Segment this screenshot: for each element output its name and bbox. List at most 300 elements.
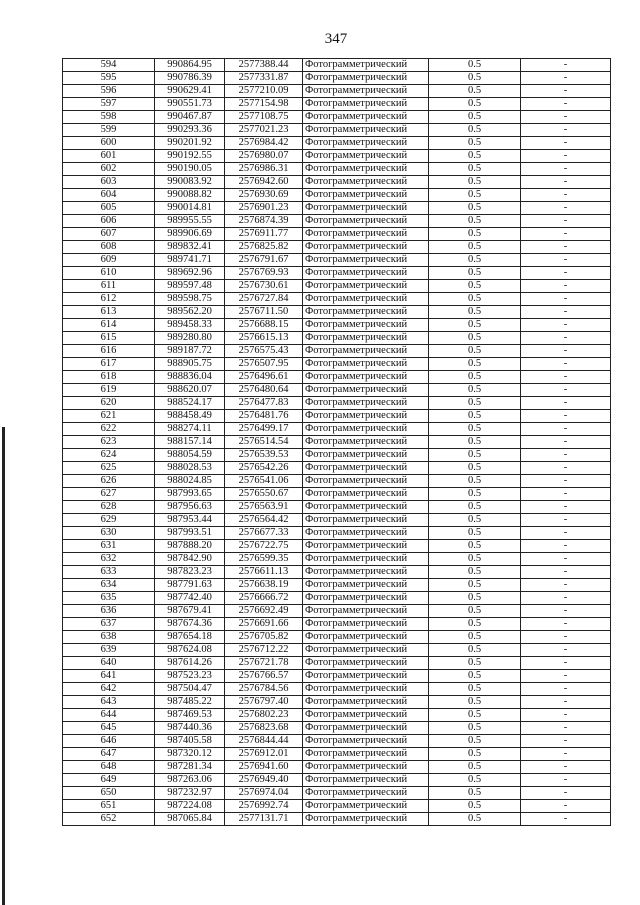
margin-scan-mark	[2, 427, 5, 905]
x-coordinate-cell: 987888.20	[155, 540, 225, 553]
x-coordinate-cell: 987842.90	[155, 553, 225, 566]
y-coordinate-cell: 2576564.42	[225, 514, 303, 527]
x-coordinate-cell: 987065.84	[155, 813, 225, 826]
method-cell: Фотограмметрический	[303, 358, 429, 371]
x-coordinate-cell: 989280.80	[155, 332, 225, 345]
note-cell: -	[521, 579, 611, 592]
accuracy-cell: 0.5	[429, 228, 521, 241]
y-coordinate-cell: 2576496.61	[225, 371, 303, 384]
table-row	[63, 540, 611, 553]
note-cell: -	[521, 423, 611, 436]
y-coordinate-cell: 2576974.04	[225, 787, 303, 800]
y-coordinate-cell: 2576802.23	[225, 709, 303, 722]
page-number: 347	[324, 31, 348, 47]
table-row	[63, 787, 611, 800]
table-row	[63, 462, 611, 475]
y-coordinate-cell: 2576539.53	[225, 449, 303, 462]
point-number-cell: 617	[63, 358, 155, 371]
point-number-cell: 629	[63, 514, 155, 527]
note-cell: -	[521, 540, 611, 553]
accuracy-cell: 0.5	[429, 410, 521, 423]
point-number-cell: 645	[63, 722, 155, 735]
table-row	[63, 59, 611, 72]
table-row	[63, 514, 611, 527]
method-cell: Фотограмметрический	[303, 72, 429, 85]
point-number-cell: 643	[63, 696, 155, 709]
table-row	[63, 657, 611, 670]
note-cell: -	[521, 787, 611, 800]
y-coordinate-cell: 2576721.78	[225, 657, 303, 670]
accuracy-cell: 0.5	[429, 579, 521, 592]
x-coordinate-cell: 987742.40	[155, 592, 225, 605]
y-coordinate-cell: 2576942.60	[225, 176, 303, 189]
accuracy-cell: 0.5	[429, 293, 521, 306]
note-cell: -	[521, 267, 611, 280]
method-cell: Фотограмметрический	[303, 202, 429, 215]
accuracy-cell: 0.5	[429, 696, 521, 709]
y-coordinate-cell: 2576797.40	[225, 696, 303, 709]
y-coordinate-cell: 2576823.68	[225, 722, 303, 735]
y-coordinate-cell: 2576727.84	[225, 293, 303, 306]
accuracy-cell: 0.5	[429, 189, 521, 202]
method-cell: Фотограмметрический	[303, 709, 429, 722]
x-coordinate-cell: 988836.04	[155, 371, 225, 384]
point-number-cell: 633	[63, 566, 155, 579]
x-coordinate-cell: 987523.23	[155, 670, 225, 683]
x-coordinate-cell: 990864.95	[155, 59, 225, 72]
note-cell: -	[521, 202, 611, 215]
table-row	[63, 267, 611, 280]
x-coordinate-cell: 990088.82	[155, 189, 225, 202]
table-row	[63, 163, 611, 176]
x-coordinate-cell: 987679.41	[155, 605, 225, 618]
y-coordinate-cell: 2576575.43	[225, 345, 303, 358]
note-cell: -	[521, 163, 611, 176]
table-row	[63, 397, 611, 410]
note-cell: -	[521, 150, 611, 163]
method-cell: Фотограмметрический	[303, 787, 429, 800]
method-cell: Фотограмметрический	[303, 293, 429, 306]
accuracy-cell: 0.5	[429, 748, 521, 761]
point-number-cell: 626	[63, 475, 155, 488]
x-coordinate-cell: 989187.72	[155, 345, 225, 358]
accuracy-cell: 0.5	[429, 254, 521, 267]
accuracy-cell: 0.5	[429, 527, 521, 540]
y-coordinate-cell: 2576550.67	[225, 488, 303, 501]
y-coordinate-cell: 2576480.64	[225, 384, 303, 397]
y-coordinate-cell: 2577388.44	[225, 59, 303, 72]
point-number-cell: 595	[63, 72, 155, 85]
accuracy-cell: 0.5	[429, 202, 521, 215]
x-coordinate-cell: 987823.23	[155, 566, 225, 579]
accuracy-cell: 0.5	[429, 98, 521, 111]
note-cell: -	[521, 644, 611, 657]
accuracy-cell: 0.5	[429, 384, 521, 397]
method-cell: Фотограмметрический	[303, 150, 429, 163]
method-cell: Фотограмметрический	[303, 436, 429, 449]
y-coordinate-cell: 2576980.07	[225, 150, 303, 163]
y-coordinate-cell: 2576930.69	[225, 189, 303, 202]
table-row	[63, 579, 611, 592]
point-number-cell: 599	[63, 124, 155, 137]
x-coordinate-cell: 990629.41	[155, 85, 225, 98]
x-coordinate-cell: 989741.71	[155, 254, 225, 267]
accuracy-cell: 0.5	[429, 345, 521, 358]
accuracy-cell: 0.5	[429, 475, 521, 488]
point-number-cell: 639	[63, 644, 155, 657]
accuracy-cell: 0.5	[429, 332, 521, 345]
note-cell: -	[521, 813, 611, 826]
note-cell: -	[521, 462, 611, 475]
point-number-cell: 622	[63, 423, 155, 436]
table-row	[63, 72, 611, 85]
method-cell: Фотограмметрический	[303, 540, 429, 553]
method-cell: Фотограмметрический	[303, 449, 429, 462]
accuracy-cell: 0.5	[429, 683, 521, 696]
coordinates-table-body	[63, 59, 611, 826]
method-cell: Фотограмметрический	[303, 267, 429, 280]
accuracy-cell: 0.5	[429, 592, 521, 605]
note-cell: -	[521, 397, 611, 410]
method-cell: Фотограмметрический	[303, 423, 429, 436]
x-coordinate-cell: 989832.41	[155, 241, 225, 254]
point-number-cell: 632	[63, 553, 155, 566]
method-cell: Фотограмметрический	[303, 332, 429, 345]
y-coordinate-cell: 2576766.57	[225, 670, 303, 683]
point-number-cell: 598	[63, 111, 155, 124]
point-number-cell: 640	[63, 657, 155, 670]
point-number-cell: 613	[63, 306, 155, 319]
point-number-cell: 616	[63, 345, 155, 358]
y-coordinate-cell: 2576949.40	[225, 774, 303, 787]
method-cell: Фотограмметрический	[303, 670, 429, 683]
method-cell: Фотограмметрический	[303, 488, 429, 501]
y-coordinate-cell: 2576563.91	[225, 501, 303, 514]
table-row	[63, 384, 611, 397]
note-cell: -	[521, 371, 611, 384]
accuracy-cell: 0.5	[429, 72, 521, 85]
accuracy-cell: 0.5	[429, 280, 521, 293]
table-row	[63, 319, 611, 332]
point-number-cell: 608	[63, 241, 155, 254]
note-cell: -	[521, 709, 611, 722]
y-coordinate-cell: 2576542.26	[225, 462, 303, 475]
table-row	[63, 150, 611, 163]
method-cell: Фотограмметрический	[303, 306, 429, 319]
note-cell: -	[521, 761, 611, 774]
x-coordinate-cell: 987624.08	[155, 644, 225, 657]
method-cell: Фотограмметрический	[303, 215, 429, 228]
point-number-cell: 612	[63, 293, 155, 306]
table-row	[63, 293, 611, 306]
x-coordinate-cell: 990551.73	[155, 98, 225, 111]
point-number-cell: 603	[63, 176, 155, 189]
point-number-cell: 635	[63, 592, 155, 605]
point-number-cell: 636	[63, 605, 155, 618]
note-cell: -	[521, 98, 611, 111]
accuracy-cell: 0.5	[429, 774, 521, 787]
note-cell: -	[521, 345, 611, 358]
method-cell: Фотограмметрический	[303, 319, 429, 332]
table-row	[63, 631, 611, 644]
table-row	[63, 488, 611, 501]
table-row	[63, 553, 611, 566]
accuracy-cell: 0.5	[429, 462, 521, 475]
x-coordinate-cell: 989598.75	[155, 293, 225, 306]
point-number-cell: 637	[63, 618, 155, 631]
table-row	[63, 189, 611, 202]
accuracy-cell: 0.5	[429, 371, 521, 384]
x-coordinate-cell: 987469.53	[155, 709, 225, 722]
accuracy-cell: 0.5	[429, 605, 521, 618]
point-number-cell: 606	[63, 215, 155, 228]
method-cell: Фотограмметрический	[303, 813, 429, 826]
y-coordinate-cell: 2576711.50	[225, 306, 303, 319]
x-coordinate-cell: 988524.17	[155, 397, 225, 410]
accuracy-cell: 0.5	[429, 787, 521, 800]
x-coordinate-cell: 987263.06	[155, 774, 225, 787]
accuracy-cell: 0.5	[429, 176, 521, 189]
x-coordinate-cell: 988274.11	[155, 423, 225, 436]
accuracy-cell: 0.5	[429, 800, 521, 813]
point-number-cell: 624	[63, 449, 155, 462]
note-cell: -	[521, 72, 611, 85]
accuracy-cell: 0.5	[429, 124, 521, 137]
y-coordinate-cell: 2577108.75	[225, 111, 303, 124]
table-row	[63, 228, 611, 241]
x-coordinate-cell: 990192.55	[155, 150, 225, 163]
y-coordinate-cell: 2576611.13	[225, 566, 303, 579]
point-number-cell: 630	[63, 527, 155, 540]
x-coordinate-cell: 987485.22	[155, 696, 225, 709]
point-number-cell: 605	[63, 202, 155, 215]
note-cell: -	[521, 358, 611, 371]
table-row	[63, 670, 611, 683]
method-cell: Фотограмметрический	[303, 657, 429, 670]
y-coordinate-cell: 2576874.39	[225, 215, 303, 228]
table-row	[63, 527, 611, 540]
method-cell: Фотограмметрический	[303, 98, 429, 111]
table-row	[63, 696, 611, 709]
point-number-cell: 646	[63, 735, 155, 748]
note-cell: -	[521, 475, 611, 488]
table-row	[63, 111, 611, 124]
y-coordinate-cell: 2576730.61	[225, 280, 303, 293]
method-cell: Фотограмметрический	[303, 85, 429, 98]
x-coordinate-cell: 987281.34	[155, 761, 225, 774]
point-number-cell: 600	[63, 137, 155, 150]
accuracy-cell: 0.5	[429, 111, 521, 124]
note-cell: -	[521, 189, 611, 202]
note-cell: -	[521, 137, 611, 150]
x-coordinate-cell: 987654.18	[155, 631, 225, 644]
table-row	[63, 306, 611, 319]
method-cell: Фотограмметрический	[303, 501, 429, 514]
note-cell: -	[521, 241, 611, 254]
y-coordinate-cell: 2576941.60	[225, 761, 303, 774]
table-row	[63, 774, 611, 787]
x-coordinate-cell: 988054.59	[155, 449, 225, 462]
accuracy-cell: 0.5	[429, 553, 521, 566]
accuracy-cell: 0.5	[429, 397, 521, 410]
method-cell: Фотограмметрический	[303, 514, 429, 527]
table-row	[63, 800, 611, 813]
accuracy-cell: 0.5	[429, 514, 521, 527]
note-cell: -	[521, 514, 611, 527]
y-coordinate-cell: 2576481.76	[225, 410, 303, 423]
x-coordinate-cell: 989562.20	[155, 306, 225, 319]
y-coordinate-cell: 2576677.33	[225, 527, 303, 540]
note-cell: -	[521, 657, 611, 670]
y-coordinate-cell: 2576712.22	[225, 644, 303, 657]
x-coordinate-cell: 990083.92	[155, 176, 225, 189]
y-coordinate-cell: 2576691.66	[225, 618, 303, 631]
note-cell: -	[521, 748, 611, 761]
method-cell: Фотограмметрический	[303, 384, 429, 397]
method-cell: Фотограмметрический	[303, 644, 429, 657]
y-coordinate-cell: 2576825.82	[225, 241, 303, 254]
table-row	[63, 254, 611, 267]
note-cell: -	[521, 696, 611, 709]
point-number-cell: 594	[63, 59, 155, 72]
table-row	[63, 371, 611, 384]
x-coordinate-cell: 989906.69	[155, 228, 225, 241]
accuracy-cell: 0.5	[429, 59, 521, 72]
accuracy-cell: 0.5	[429, 761, 521, 774]
method-cell: Фотограмметрический	[303, 371, 429, 384]
y-coordinate-cell: 2576499.17	[225, 423, 303, 436]
table-row	[63, 592, 611, 605]
method-cell: Фотограмметрический	[303, 254, 429, 267]
accuracy-cell: 0.5	[429, 241, 521, 254]
point-number-cell: 610	[63, 267, 155, 280]
method-cell: Фотограмметрический	[303, 527, 429, 540]
note-cell: -	[521, 566, 611, 579]
note-cell: -	[521, 293, 611, 306]
x-coordinate-cell: 989458.33	[155, 319, 225, 332]
y-coordinate-cell: 2576507.95	[225, 358, 303, 371]
y-coordinate-cell: 2576722.75	[225, 540, 303, 553]
y-coordinate-cell: 2576844.44	[225, 735, 303, 748]
method-cell: Фотограмметрический	[303, 696, 429, 709]
note-cell: -	[521, 735, 611, 748]
note-cell: -	[521, 722, 611, 735]
note-cell: -	[521, 449, 611, 462]
point-number-cell: 650	[63, 787, 155, 800]
x-coordinate-cell: 990014.81	[155, 202, 225, 215]
point-number-cell: 611	[63, 280, 155, 293]
x-coordinate-cell: 988028.53	[155, 462, 225, 475]
accuracy-cell: 0.5	[429, 501, 521, 514]
note-cell: -	[521, 501, 611, 514]
note-cell: -	[521, 176, 611, 189]
accuracy-cell: 0.5	[429, 618, 521, 631]
point-number-cell: 618	[63, 371, 155, 384]
note-cell: -	[521, 527, 611, 540]
table-row	[63, 644, 611, 657]
y-coordinate-cell: 2576615.13	[225, 332, 303, 345]
x-coordinate-cell: 990786.39	[155, 72, 225, 85]
point-number-cell: 597	[63, 98, 155, 111]
note-cell: -	[521, 436, 611, 449]
point-number-cell: 648	[63, 761, 155, 774]
y-coordinate-cell: 2576984.42	[225, 137, 303, 150]
point-number-cell: 615	[63, 332, 155, 345]
method-cell: Фотограмметрический	[303, 748, 429, 761]
method-cell: Фотограмметрический	[303, 410, 429, 423]
method-cell: Фотограмметрический	[303, 618, 429, 631]
accuracy-cell: 0.5	[429, 436, 521, 449]
point-number-cell: 623	[63, 436, 155, 449]
method-cell: Фотограмметрический	[303, 345, 429, 358]
table-row	[63, 423, 611, 436]
y-coordinate-cell: 2576705.82	[225, 631, 303, 644]
method-cell: Фотограмметрический	[303, 189, 429, 202]
note-cell: -	[521, 774, 611, 787]
point-number-cell: 625	[63, 462, 155, 475]
note-cell: -	[521, 488, 611, 501]
x-coordinate-cell: 987953.44	[155, 514, 225, 527]
point-number-cell: 644	[63, 709, 155, 722]
point-number-cell: 634	[63, 579, 155, 592]
note-cell: -	[521, 215, 611, 228]
x-coordinate-cell: 989955.55	[155, 215, 225, 228]
note-cell: -	[521, 124, 611, 137]
x-coordinate-cell: 990293.36	[155, 124, 225, 137]
table-row	[63, 449, 611, 462]
method-cell: Фотограмметрический	[303, 137, 429, 150]
y-coordinate-cell: 2576911.77	[225, 228, 303, 241]
y-coordinate-cell: 2576986.31	[225, 163, 303, 176]
point-number-cell: 619	[63, 384, 155, 397]
method-cell: Фотограмметрический	[303, 579, 429, 592]
table-row	[63, 358, 611, 371]
accuracy-cell: 0.5	[429, 163, 521, 176]
point-number-cell: 601	[63, 150, 155, 163]
accuracy-cell: 0.5	[429, 137, 521, 150]
method-cell: Фотограмметрический	[303, 241, 429, 254]
y-coordinate-cell: 2576638.19	[225, 579, 303, 592]
table-row	[63, 436, 611, 449]
note-cell: -	[521, 332, 611, 345]
method-cell: Фотограмметрический	[303, 761, 429, 774]
x-coordinate-cell: 989692.96	[155, 267, 225, 280]
y-coordinate-cell: 2577210.09	[225, 85, 303, 98]
point-number-cell: 602	[63, 163, 155, 176]
method-cell: Фотограмметрический	[303, 111, 429, 124]
table-row	[63, 605, 611, 618]
method-cell: Фотограмметрический	[303, 683, 429, 696]
y-coordinate-cell: 2576477.83	[225, 397, 303, 410]
note-cell: -	[521, 670, 611, 683]
note-cell: -	[521, 410, 611, 423]
point-number-cell: 647	[63, 748, 155, 761]
x-coordinate-cell: 990467.87	[155, 111, 225, 124]
method-cell: Фотограмметрический	[303, 735, 429, 748]
y-coordinate-cell: 2577021.23	[225, 124, 303, 137]
y-coordinate-cell: 2576599.35	[225, 553, 303, 566]
note-cell: -	[521, 618, 611, 631]
point-number-cell: 641	[63, 670, 155, 683]
accuracy-cell: 0.5	[429, 566, 521, 579]
point-number-cell: 614	[63, 319, 155, 332]
x-coordinate-cell: 987993.51	[155, 527, 225, 540]
method-cell: Фотограмметрический	[303, 631, 429, 644]
point-number-cell: 596	[63, 85, 155, 98]
table-row	[63, 501, 611, 514]
table-row	[63, 345, 611, 358]
x-coordinate-cell: 987956.63	[155, 501, 225, 514]
